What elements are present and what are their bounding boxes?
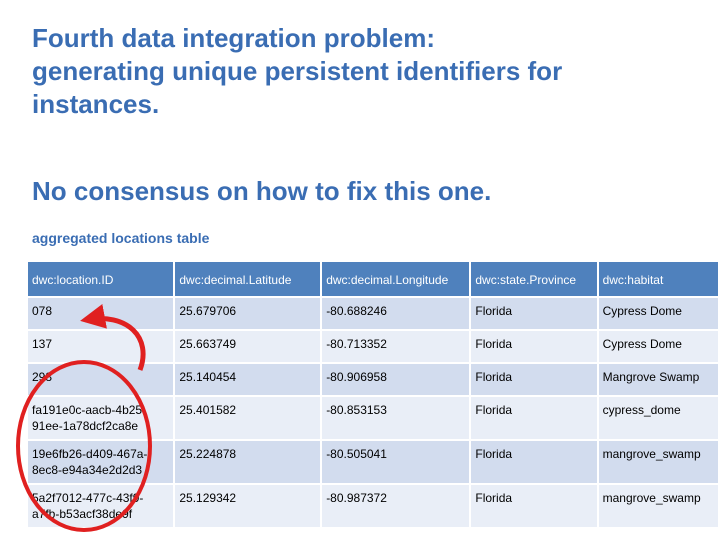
cell-latitude: 25.663749: [175, 331, 320, 362]
table-row: [28, 441, 718, 483]
slide-title: [32, 22, 692, 121]
cell-habitat: Cypress Dome: [599, 331, 718, 362]
cell-location-id: 137: [28, 331, 173, 362]
cell-latitude: 25.129342: [175, 485, 320, 527]
table-row: [28, 298, 718, 329]
cell-latitude: 25.679706: [175, 298, 320, 329]
cell-state-province: Florida: [471, 331, 596, 362]
column-header-habitat: dwc:habitat: [599, 262, 718, 296]
cell-state-province: Florida: [471, 397, 596, 439]
cell-longitude: -80.987372: [322, 485, 469, 527]
column-header-state-province: dwc:state.Province: [471, 262, 596, 296]
cell-longitude: -80.713352: [322, 331, 469, 362]
slide-subtitle: No consensus on how to fix this one.: [32, 176, 492, 206]
table-caption: aggregated locations table: [32, 230, 210, 246]
cell-location-id: 5a2f7012-477c-43f9-a7fb-b53acf38de9f: [28, 485, 173, 527]
cell-state-province: Florida: [471, 441, 596, 483]
cell-longitude: -80.853153: [322, 397, 469, 439]
cell-state-province: Florida: [471, 298, 596, 329]
cell-latitude: 25.224878: [175, 441, 320, 483]
table-row: [28, 397, 718, 439]
cell-location-id: 078: [28, 298, 173, 329]
cell-latitude: 25.401582: [175, 397, 320, 439]
locations-table: [26, 260, 720, 529]
table-row: [28, 485, 718, 527]
cell-habitat: mangrove_swamp: [599, 441, 718, 483]
cell-location-id: 298: [28, 364, 173, 395]
column-header-longitude: dwc:decimal.Longitude: [322, 262, 469, 296]
cell-habitat: Mangrove Swamp: [599, 364, 718, 395]
table-row: [28, 331, 718, 362]
cell-location-id: fa191e0c-aacb-4b25-91ee-1a78dcf2ca8e: [28, 397, 173, 439]
table-header-row: [28, 262, 718, 296]
cell-latitude: 25.140454: [175, 364, 320, 395]
cell-state-province: Florida: [471, 485, 596, 527]
cell-habitat: Cypress Dome: [599, 298, 718, 329]
cell-location-id: 19e6fb26-d409-467a-8ec8-e94a34e2d2d3: [28, 441, 173, 483]
cell-longitude: -80.688246: [322, 298, 469, 329]
cell-habitat: cypress_dome: [599, 397, 718, 439]
column-header-location-id: dwc:location.ID: [28, 262, 173, 296]
column-header-latitude: dwc:decimal.Latitude: [175, 262, 320, 296]
cell-state-province: Florida: [471, 364, 596, 395]
cell-habitat: mangrove_swamp: [599, 485, 718, 527]
cell-longitude: -80.505041: [322, 441, 469, 483]
cell-longitude: -80.906958: [322, 364, 469, 395]
title-line-2: generating unique persistent identifiers for: [32, 56, 563, 86]
title-line-3: instances.: [32, 89, 160, 119]
table-row: [28, 364, 718, 395]
title-line-1: Fourth data integration problem:: [32, 23, 435, 53]
